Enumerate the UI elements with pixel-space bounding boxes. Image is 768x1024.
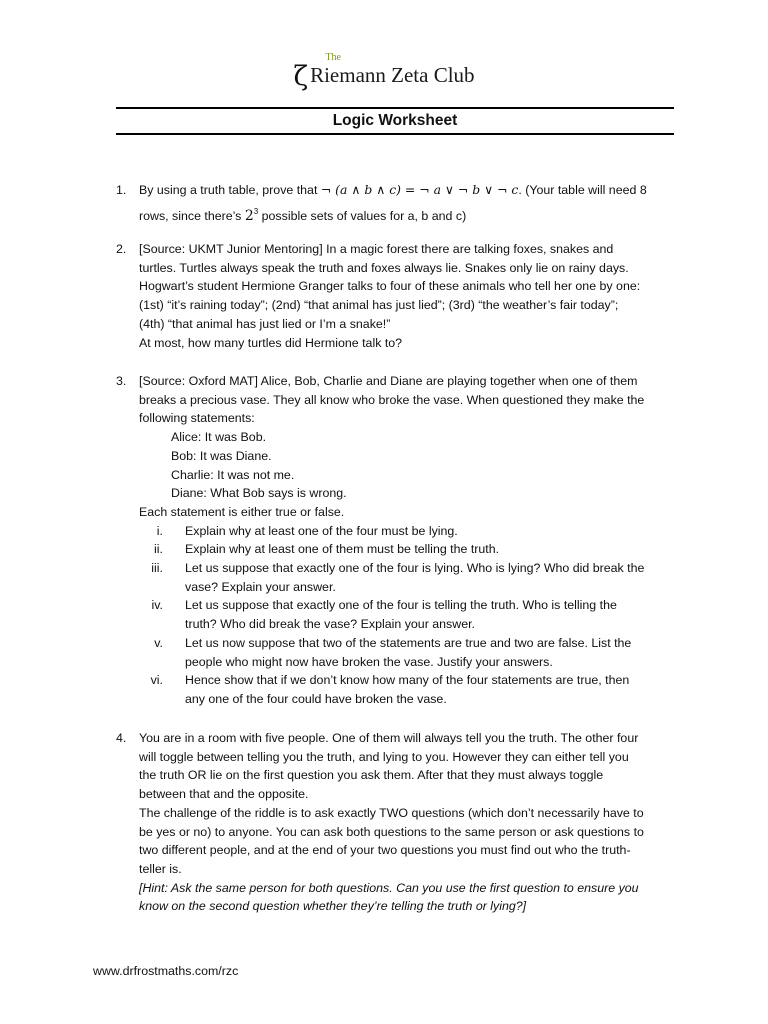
text-line: Hogwart’s student Hermione Granger talks to four of these animals who tell her one by one: [139,279,641,294]
text-line: [Source: UKMT Junior Mentoring] In a magic forest there are talking foxes, snakes and [139,242,614,256]
power-base: 2 [244,207,254,224]
question-number: 2. [116,242,127,256]
power-exponent: 3 [253,206,259,216]
text-line: breaks a precious vase. They all know who broke the vase. When questioned they make the [139,392,645,407]
club-name: Riemann Zeta Club [310,63,475,87]
club-logo [0,52,768,98]
text-line: You are in a room with five people. One of them will always tell you the truth. The other four [139,731,639,745]
text-line: be yes or no) to anyone. You can ask both questions to the same person or ask questions to [139,824,644,839]
text-line: turtles. Turtles always speak the truth and foxes always lie. Snakes only lie on rainy days. [139,260,629,275]
sub-question-v: v. Let us now suppose that two of the statements are true and two are false. List the people who might now have broken the vase. Justify your answers. [154,635,632,669]
question-4 [116,729,676,916]
text-line: following statements: [139,411,255,426]
question-number: 1. [116,183,127,197]
zeta-symbol: ζ [293,61,309,92]
text-line: (4th) “that animal has just lied or I’m a snake!” [139,316,391,331]
text-line: two different people, and at the end of your two questions you must find out who the truth- [139,843,631,858]
hint-line: know on the second question whether they’re telling the truth or lying?] [139,899,527,914]
question-number: 3. [116,374,127,388]
question-1-line-1: By using a truth table, prove that ¬ (a ∧ b ∧ c) = ¬ a ∨ ¬ b ∨ ¬ c. (Your table will need 8 [139,182,647,197]
question-1 [116,181,676,225]
text-line: teller is. [139,861,182,876]
title-bottom-rule [116,133,674,135]
footer-url: www.drfrostmaths.com/rzc [93,964,239,978]
logo-the: The [325,52,341,63]
sub-question-iv: iv. Let us suppose that exactly one of the four is telling the truth. Who is telling the truth? Who did break the vase? Explain your answer. [151,598,617,632]
text-line: between that and the opposite. [139,787,309,802]
question-3 [116,372,676,709]
text-line: Each statement is either true or false. [139,504,345,519]
text-line: At most, how many turtles did Hermione talk to? [139,335,403,350]
text-line: (1st) “it’s raining today”; (2nd) “that animal has just lied”; (3rd) “the weather’s fair today”; [139,298,619,313]
hint-line: [Hint: Ask the same person for both questions. Can you use the first question to ensure you [139,880,639,895]
text-line: The challenge of the riddle is to ask exactly TWO questions (which don’t necessarily have to [139,805,644,820]
question-number: 4. [116,731,127,745]
sub-question-iii: iii. Let us suppose that exactly one of the four is lying. Who is lying? Who did break the vase? Explain your answer. [151,561,645,594]
text-line: will toggle between telling you the truth, and lying to you. However they can either tell you [139,749,629,764]
statement-diane: Diane: What Bob says is wrong. [171,486,347,501]
text-line: the truth OR lie on the first question you ask them. After that they must always toggle [139,768,604,783]
sub-question-ii: ii. Explain why at least one of them must be telling the truth. [154,542,500,557]
statement-alice: Alice: It was Bob. [171,430,267,445]
formula: ¬ (a ∧ b ∧ c) = ¬ a ∨ ¬ b ∨ ¬ c [320,182,519,197]
question-1-line-2: rows, since there’s $2^3$ possible sets of values for a, b and c) [139,206,467,224]
text-line: [Source: Oxford MAT] Alice, Bob, Charlie and Diane are playing together when one of them [139,374,638,388]
statement-bob: Bob: It was Diane. [171,448,272,463]
worksheet-title: Logic Worksheet [332,112,458,129]
title-top-rule [116,107,674,109]
question-2 [116,240,676,352]
sub-question-i: i. Explain why at least one of the four must be lying. [156,523,458,538]
statement-charlie: Charlie: It was not me. [171,467,295,482]
sub-question-vi: vi. Hence show that if we don’t know how many of the four statements are true, then any one of the four could have broken the vase. [150,673,630,706]
